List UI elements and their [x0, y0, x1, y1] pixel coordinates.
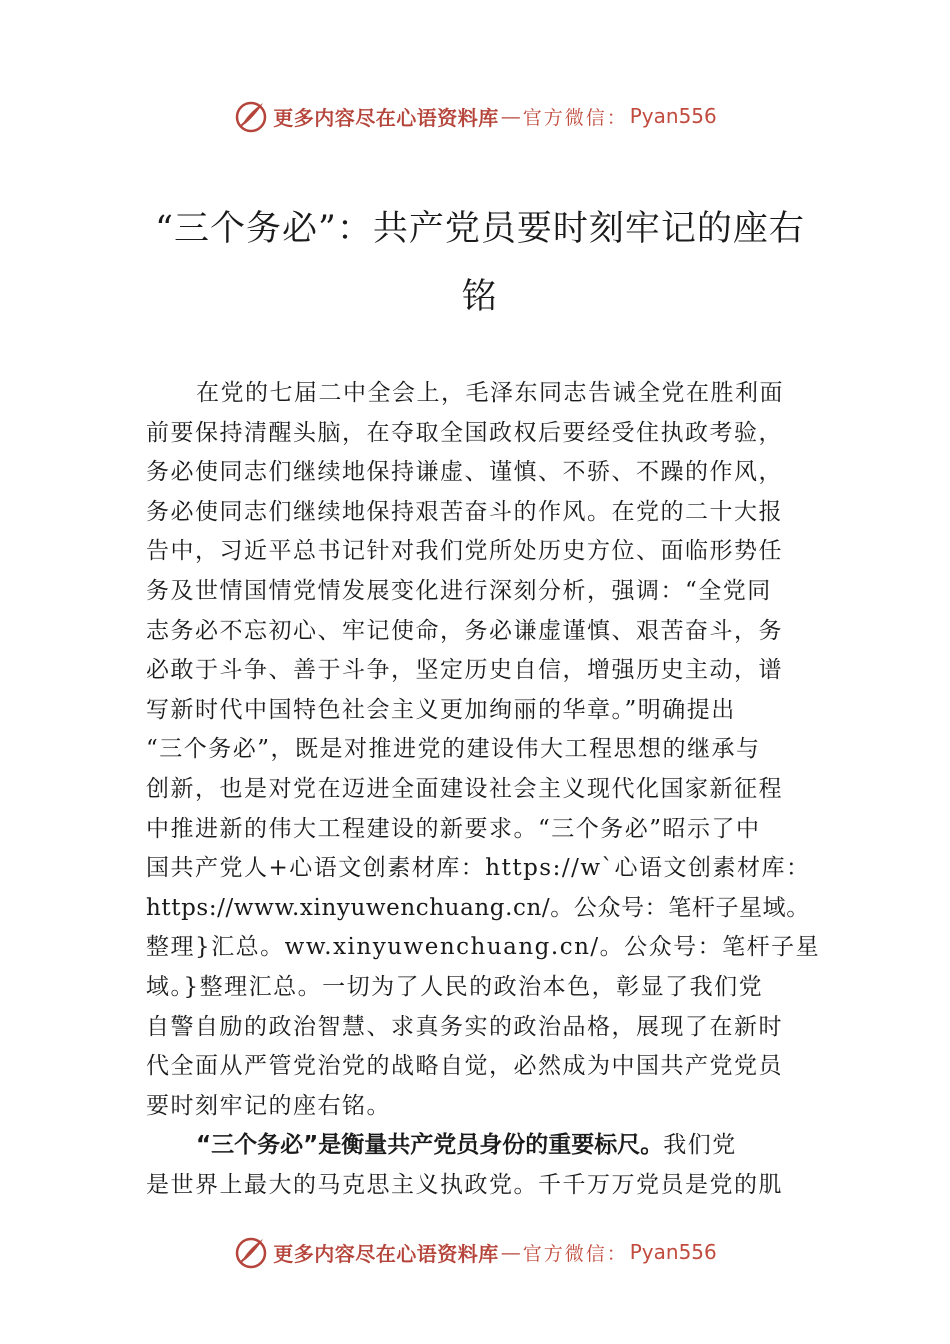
paragraph-line: 要时刻牢记的座右铭。 — [146, 1092, 391, 1119]
paragraph-line: 务必使同志们继续地保持谦虚、谨慎、不骄、不躁的作风， — [146, 459, 783, 486]
footer-watermark-banner — [0, 1230, 950, 1274]
paragraph-line: 写新时代中国特色社会主义更加绚丽的华章。”明确提出 — [146, 696, 736, 723]
paragraph-line — [146, 1126, 816, 1166]
paragraph-line: 中推进新的伟大工程建设的新要求。“三个务必”昭示了中 — [146, 815, 761, 842]
paragraph-line: 务必使同志们继续地保持艰苦奋斗的作风。在党的二十大报 — [146, 498, 783, 525]
paragraph-line: “三个务必”，既是对推进党的建设伟大工程思想的继承与 — [146, 736, 761, 763]
paragraph-line: 创新，也是对党在迈进全面建设社会主义现代化国家新征程 — [146, 775, 783, 802]
banner-main-text: 更多内容尽在心语资料库 — [273, 105, 499, 130]
banner-dash: — — [500, 104, 521, 128]
paragraph-line: 国共产党人+心语文创素材库：https://w`心语文创素材库： — [146, 855, 811, 882]
paragraph-2-rest: 我们党 — [663, 1132, 737, 1159]
paragraph-line: 域。}整理汇总。一切为了人民的政治本色，彰显了我们党 — [146, 973, 764, 1000]
banner-dash: — — [500, 1240, 521, 1264]
banner-wechat-id: Pyan556 — [629, 104, 717, 128]
header-watermark-banner — [0, 94, 950, 138]
paragraph-line: 在党的七届二中全会上，毛泽东同志告诫全党在胜利面 — [196, 380, 784, 406]
paragraph-line: 告中，习近平总书记针对我们党所处历史方位、面临形势任 — [146, 538, 783, 565]
paragraph-line: 前要保持清醒头脑，在夺取全国政权后要经受住执政考验， — [146, 419, 783, 446]
paragraph-line: https://www.xinyuwenchuang.cn/。公众号：笔杆子星域。 — [146, 894, 810, 921]
paragraph-line: 代全面从严管党治党的战略自觉，必然成为中国共产党党员 — [146, 1053, 783, 1080]
paragraph-2 — [146, 1126, 816, 1205]
paragraph-line: 务及世情国情党情发展变化进行深刻分析，强调：“全党同 — [146, 577, 772, 604]
paragraph-line: 整理}汇总。ww.xinyuwenchuang.cn/。公众号：笔杆子星 — [146, 934, 821, 961]
document-body — [146, 374, 821, 1205]
document-title — [140, 195, 820, 331]
paragraph-line: 志务必不忘初心、牢记使命，务必谦虚谨慎、艰苦奋斗，务 — [146, 617, 783, 644]
banner-main-text: 更多内容尽在心语资料库 — [273, 1241, 499, 1266]
brush-logo-icon — [233, 98, 269, 134]
title-line-1: “三个务必”：共产党员要时刻牢记的座右 — [155, 209, 805, 249]
paragraph-line: 必敢于斗争、善于斗争，坚定历史自信，增强历史主动，谱 — [146, 657, 783, 684]
title-line-2: 铭 — [461, 277, 499, 317]
banner-wechat-label: 官方微信： — [522, 106, 628, 129]
paragraph-line: 是世界上最大的马克思主义执政党。千千万万党员是党的肌 — [146, 1171, 783, 1198]
paragraph-line: 自警自励的政治智慧、求真务实的政治品格，展现了在新时 — [146, 1013, 783, 1040]
brush-logo-icon — [233, 1234, 269, 1270]
paragraph-2-bold-lead: “三个务必”是衡量共产党员身份的重要标尺。 — [196, 1132, 664, 1159]
banner-wechat-id: Pyan556 — [629, 1240, 717, 1264]
banner-wechat-label: 官方微信： — [522, 1242, 628, 1265]
paragraph-1 — [146, 374, 821, 1126]
